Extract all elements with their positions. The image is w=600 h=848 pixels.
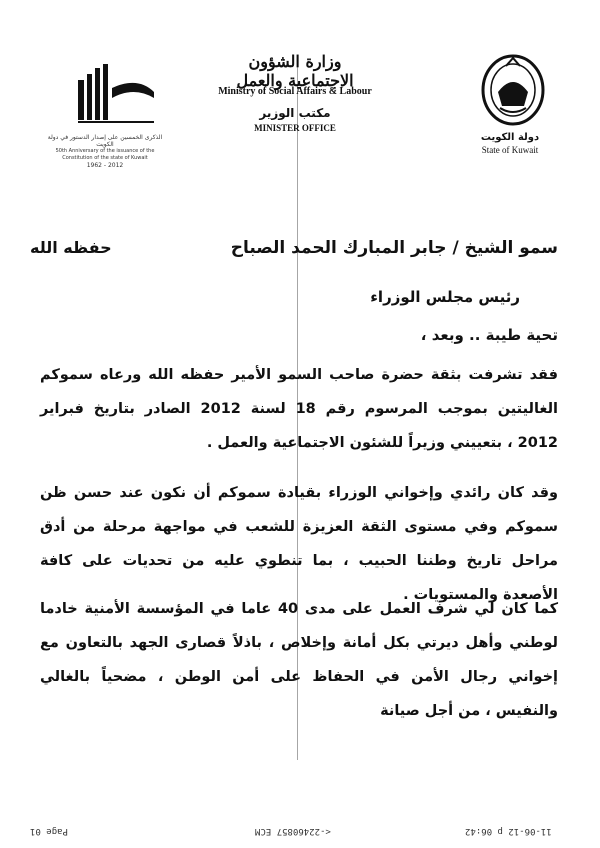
- state-name-arabic: دولة الكويت: [480, 132, 540, 143]
- ministry-name-english: Ministry of Social Affairs & Labour: [218, 86, 372, 97]
- anniversary-logo-icon: [68, 58, 158, 128]
- minister-office-arabic: مكتب الوزير: [259, 106, 331, 120]
- honorific: حفظه الله: [30, 238, 112, 257]
- footer-fax-number: <-22460857 ECM: [255, 826, 331, 836]
- greeting: تحية طيبة .. وبعد ،: [420, 326, 558, 344]
- paragraph-1: فقد تشرفت بثقة حضرة صاحب السمو الأمير حفظه الله ورعاه سموكم الغاليتين بموجب المرسوم رقم 18 لسنة 2012 الصادر بتاريخ فبراير 2012 ، بتعييني وزيراً للشئون الاجتماعية والعمل .: [40, 367, 558, 451]
- anniversary-caption: الذكرى الخمسين على إصدار الدستور في دولة الكويت 50th Anniversary of the issuance of the Constitution of the state of Kuwait 1962 - 2012: [47, 134, 163, 169]
- footer-timestamp: 11-06-12 p 06:42: [465, 826, 552, 836]
- paragraph-2: وقد كان رائدي وإخواني الوزراء بقيادة سموكم أن نكون عند حسن ظن سموكم وفي مستوى الثقة العزيزة للشعب في مواجهة مرحلة من أدق مراحل تاريخ وطننا الحبيب ، بما تنطوي عليه من تحديات على كافة الأصعدة والمستويات .: [40, 485, 558, 603]
- footer-page: Page 01: [30, 826, 68, 836]
- state-name-english: State of Kuwait: [481, 145, 539, 155]
- kuwait-emblem-icon: [478, 52, 548, 128]
- addressee: سمو الشيخ / جابر المبارك الحمد الصباح: [230, 238, 558, 258]
- addressee-position: رئيس مجلس الوزراء: [370, 288, 520, 306]
- paragraph-3: كما كان لي شرف العمل على مدى 40 عاما في المؤسسة الأمنية خادما لوطني وأهل ديرتي بكل أمانة وإخلاص ، باذلاً قصارى الجهد بالتعاون مع إخواني رجال الأمن في الحفاظ على أمن الوطن ، مضحياً بالغالي والنفيس ، من أجل صيانة: [40, 601, 558, 719]
- ministry-logo-arabic: وزارة الشؤون الاجتماعية والعمل: [236, 52, 354, 90]
- minister-office-english: MINISTER OFFICE: [254, 123, 336, 133]
